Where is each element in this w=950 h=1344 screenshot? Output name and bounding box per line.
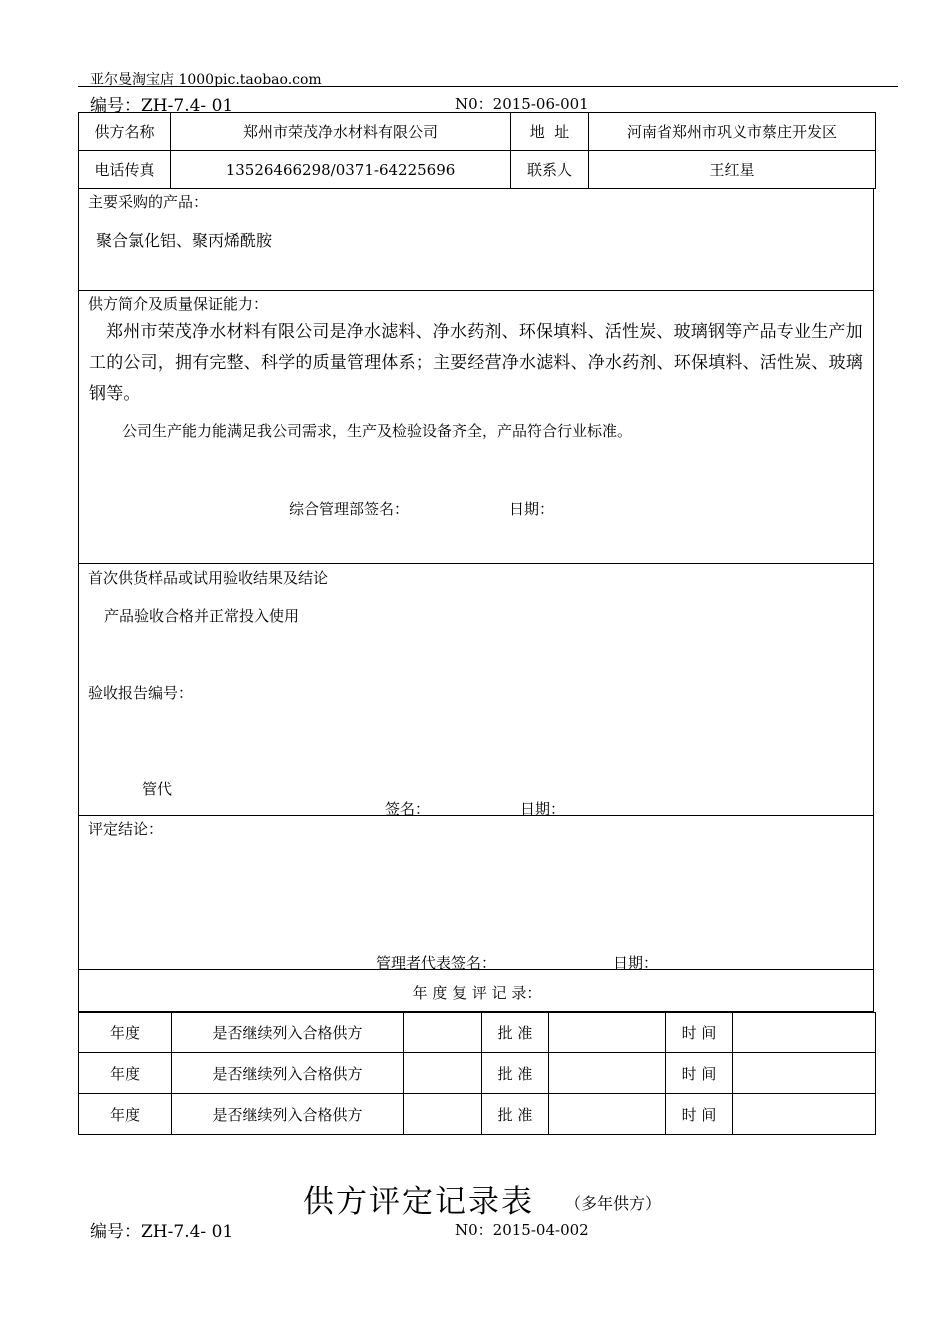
blank-cell [733,1094,876,1135]
intro-label: 供方简介及质量保证能力： [88,295,269,313]
annual-review-table [78,1012,876,1135]
admin-date-label: 日期： [509,500,555,518]
form-title: 供方评定记录表 [303,1184,534,1220]
intro-paragraph: 郑州市荣茂净水材料有限公司是净水滤料、净水药剂、环保填料、活性炭、玻璃钢等产品专业生产加工的公司，拥有完整、科学的质量管理体系；主要经营净水滤料、净水药剂、环保填料、活性炭、玻璃钢等。 [89,322,863,404]
first-supply-label: 首次供货样品或试用验收结果及结论 [88,569,329,587]
supplier-info-table [78,112,876,189]
blank-cell [549,1053,666,1094]
time-cell: 时 间 [666,1094,733,1135]
year-cell: 年度 [79,1094,172,1135]
time-cell: 时 间 [666,1013,733,1053]
watermark-text: 亚尔曼淘宝店 1000pic.taobao.com [90,72,322,88]
products-section [78,188,874,291]
phone-label: 电话传真 [79,151,171,189]
conclusion-date-label: 日期： [613,954,659,972]
capacity-text: 公司生产能力能满足我公司需求，生产及检验设备齐全，产品符合行业标准。 [122,422,633,440]
header-rule [78,86,898,87]
contact-value: 王红星 [589,151,876,189]
approve-cell: 批 准 [482,1094,549,1135]
address-value: 河南省郑州市巩义市蔡庄开发区 [589,113,876,151]
approve-cell: 批 准 [482,1053,549,1094]
products-label: 主要采购的产品： [88,193,209,211]
blank-cell [404,1094,482,1135]
continue-cell: 是否继续列入合格供方 [172,1094,404,1135]
intro-section [78,291,874,564]
form-number: N0：2015-06-001 [455,95,589,113]
supplier-name-value: 郑州市荣茂净水材料有限公司 [171,113,511,151]
form-code: 编号：ZH-7.4- 01 [90,96,234,116]
table-row [79,1094,876,1135]
continue-cell: 是否继续列入合格供方 [172,1013,404,1053]
conclusion-label: 评定结论： [88,820,164,838]
first-supply-date-label: 日期： [520,800,566,818]
conclusion-section [78,816,874,970]
management-rep-label: 管代 [142,780,173,798]
admin-sign-label: 综合管理部签名： [289,500,410,518]
report-number-label: 验收报告编号： [88,684,194,702]
blank-cell [733,1053,876,1094]
form2-code: 编号：ZH-7.4- 01 [90,1222,234,1242]
year-cell: 年度 [79,1013,172,1053]
blank-cell [733,1013,876,1053]
first-supply-sign-label: 签名： [385,800,431,818]
blank-cell [404,1053,482,1094]
table-row [79,1053,876,1094]
continue-cell: 是否继续列入合格供方 [172,1053,404,1094]
annual-review-header [78,970,874,1012]
approve-cell: 批 准 [482,1013,549,1053]
blank-cell [404,1013,482,1053]
products-value: 聚合氯化铝、聚丙烯酰胺 [96,231,273,250]
annual-review-title: 年 度 复 评 记 录： [412,984,542,1002]
blank-cell [549,1013,666,1053]
blank-cell [549,1094,666,1135]
supplier-name-label: 供方名称 [79,113,171,151]
first-supply-result: 产品验收合格并正常投入使用 [104,607,300,625]
manager-sign-label: 管理者代表签名： [376,954,497,972]
phone-value: 13526466298/0371-64225696 [171,151,511,189]
address-label: 地 址 [511,113,589,151]
form-subtitle: （多年供方） [565,1194,662,1213]
year-cell: 年度 [79,1053,172,1094]
contact-label: 联系人 [511,151,589,189]
time-cell: 时 间 [666,1053,733,1094]
table-row [79,1013,876,1053]
first-supply-section [78,564,874,816]
form2-number: N0：2015-04-002 [455,1221,589,1239]
